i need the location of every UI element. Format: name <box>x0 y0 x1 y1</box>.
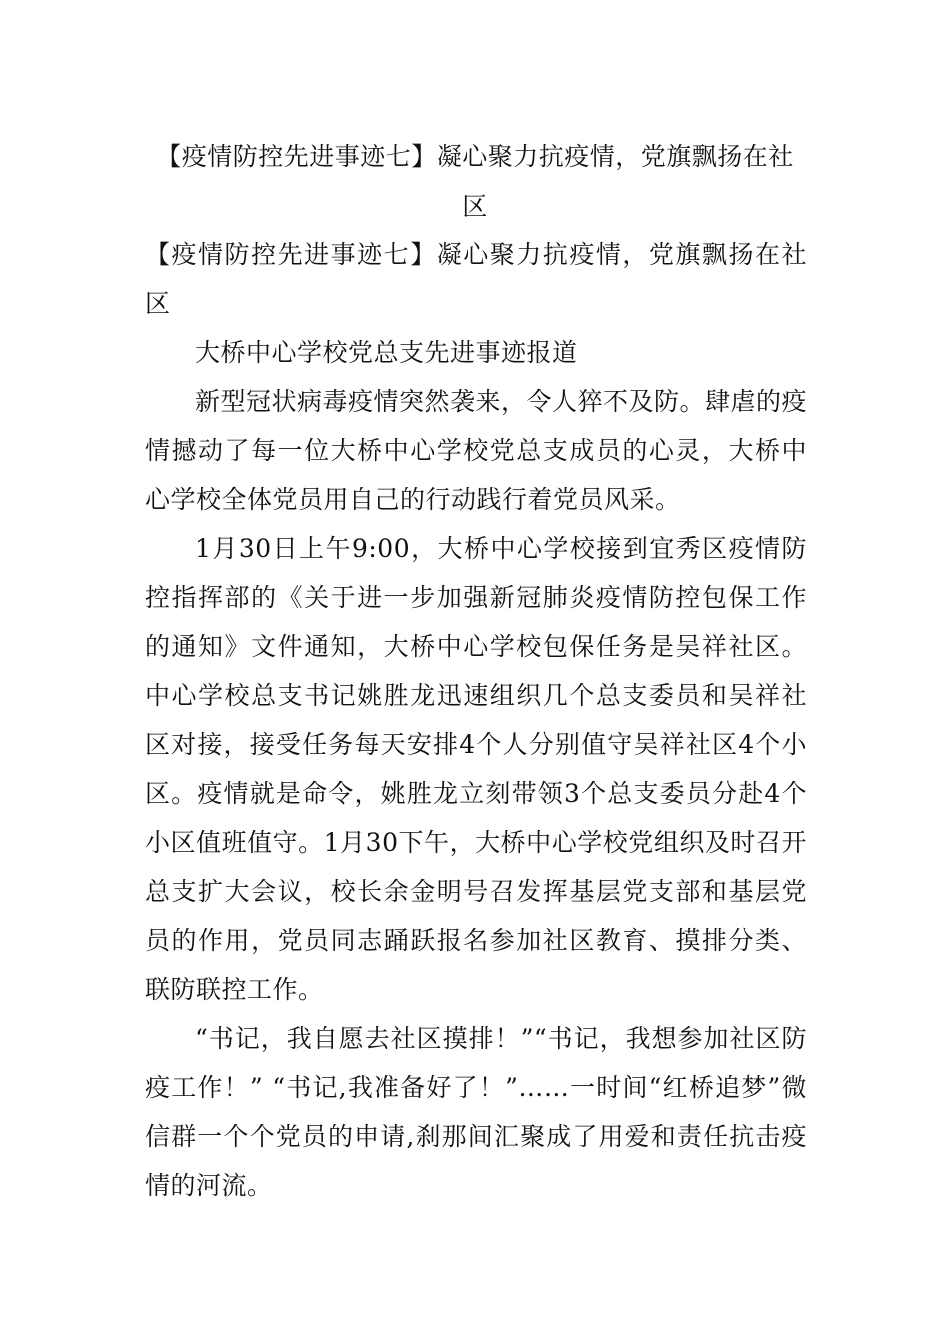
subtitle-paragraph: 大桥中心学校党总支先进事迹报道 <box>195 338 578 367</box>
document-body <box>145 230 807 1210</box>
body-paragraph: 1月30日上午9:00，大桥中心学校接到宜秀区疫情防控指挥部的《关于进一步加强新冠肺炎疫情防控包保工作的通知》文件通知，大桥中心学校包保任务是吴祥社区。中心学校总支书记姚胜龙迅速组织几个总支委员和吴祥社区对接，接受任务每天安排4个人分别值守吴祥社区4个小区。疫情就是命令，姚胜龙立刻带领3个总支委员分赴4个小区值班值守。1月30下午，大桥中心学校党组织及时召开总支扩大会议，校长余金明号召发挥基层党支部和基层党员的作用，党员同志踊跃报名参加社区教育、摸排分类、联防联控工作。 <box>145 534 807 1004</box>
body-paragraph: 新型冠状病毒疫情突然袭来，令人猝不及防。肆虐的疫情撼动了每一位大桥中心学校党总支成员的心灵，大桥中心学校全体党员用自己的行动践行着党员风采。 <box>145 387 808 514</box>
body-paragraph: “书记，我自愿去社区摸排！”“书记，我想参加社区防疫工作！” “书记,我准备好了！”……一时间“红桥追梦”微信群一个个党员的申请,刹那间汇聚成了用爱和责任抗击疫情的河流。 <box>145 1024 807 1200</box>
repeated-title-paragraph: 【疫情防控先进事迹七】凝心聚力抗疫情，党旗飘扬在社区 <box>145 240 807 318</box>
document-title: 【疫情防控先进事迹七】凝心聚力抗疫情，党旗飘扬在社区 <box>156 142 794 221</box>
